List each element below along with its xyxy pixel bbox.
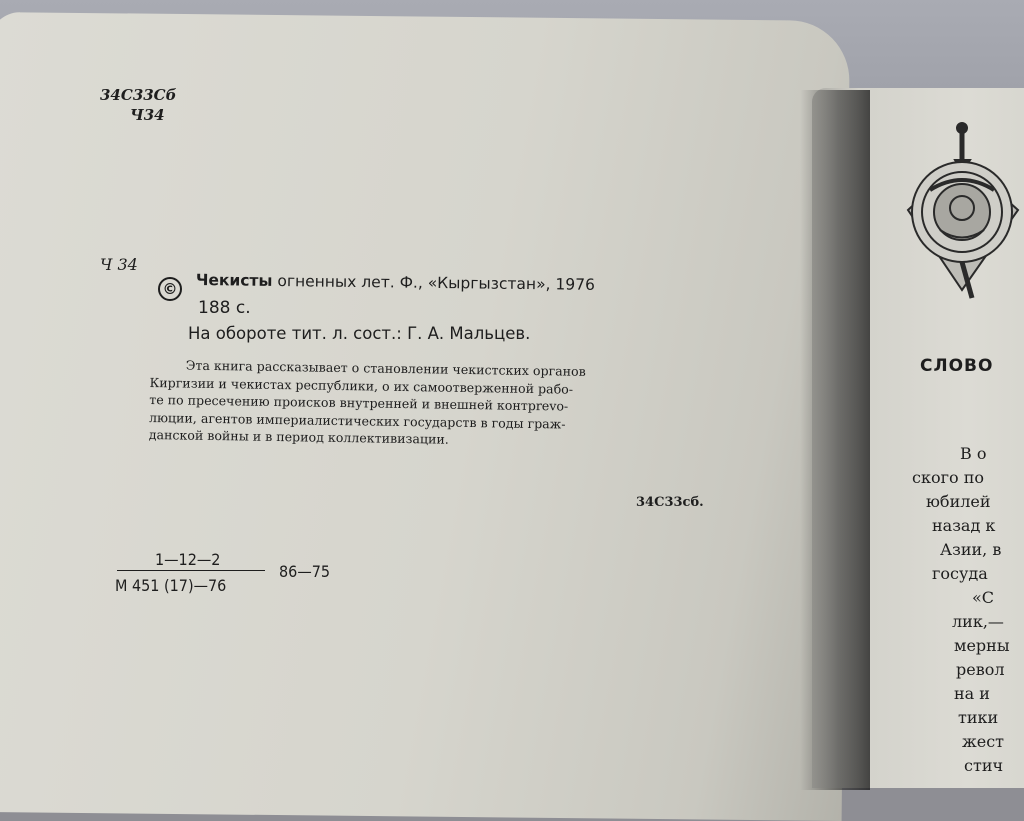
right-text-line: В о <box>960 444 987 463</box>
abstract-line: данской войны и в период коллективизации. <box>148 426 449 447</box>
abstract-line: те по пресечению происков внутренней и внешней контрrevo- <box>149 391 569 414</box>
abstract-line: Эта книга рассказывает о становлении чекистских органов <box>185 357 586 379</box>
right-text-line: назад к <box>932 516 996 535</box>
right-text-line: жест <box>962 732 1004 751</box>
title-bold: Чекисты <box>195 271 273 290</box>
right-text-line: тики <box>958 708 999 727</box>
title-rest: огненных лет. Ф., «Кыргызстан», 1976 <box>272 271 596 294</box>
right-page-heading: СЛОВО <box>920 356 994 376</box>
index-denominator: М 451 (17)—76 <box>115 576 227 595</box>
right-text-line: револ <box>956 660 1005 679</box>
right-page-text <box>912 442 1010 778</box>
compiler-note: На обороте тит. л. сост.: Г. А. Мальцев. <box>188 324 531 343</box>
cheka-emblem-icon <box>900 120 1024 300</box>
right-text-line: мерны <box>954 636 1010 655</box>
copyright-icon: © <box>158 277 182 301</box>
classification-code: 34С33Сб <box>100 86 177 104</box>
fraction-bar <box>117 570 265 571</box>
book-gutter <box>800 90 870 790</box>
right-text-line: лик,— <box>952 612 1004 631</box>
author-mark: Ч34 <box>130 106 165 124</box>
right-text-line: госуда <box>932 564 988 583</box>
page-count: 188 с. <box>198 298 251 318</box>
abstract <box>149 356 710 452</box>
abstract-line: люции, агентов империалистических государств в годы граж- <box>148 409 566 432</box>
right-text-line: юбилей <box>926 492 991 511</box>
catalog-code: 34С33сб. <box>636 495 704 510</box>
abstract-line: Киргизии и чекистах республики, о их самоотверженной рабо- <box>149 374 574 397</box>
shelf-mark: Ч 34 <box>100 255 138 274</box>
right-text-line: «С <box>972 588 995 607</box>
index-numerator: 1—12—2 <box>155 550 221 569</box>
right-text-line: на и <box>954 684 990 703</box>
right-text-line: ского по <box>912 468 984 487</box>
right-text-line: Азии, в <box>940 540 1002 559</box>
index-side: 86—75 <box>279 562 331 581</box>
right-text-line: стич <box>964 756 1004 775</box>
